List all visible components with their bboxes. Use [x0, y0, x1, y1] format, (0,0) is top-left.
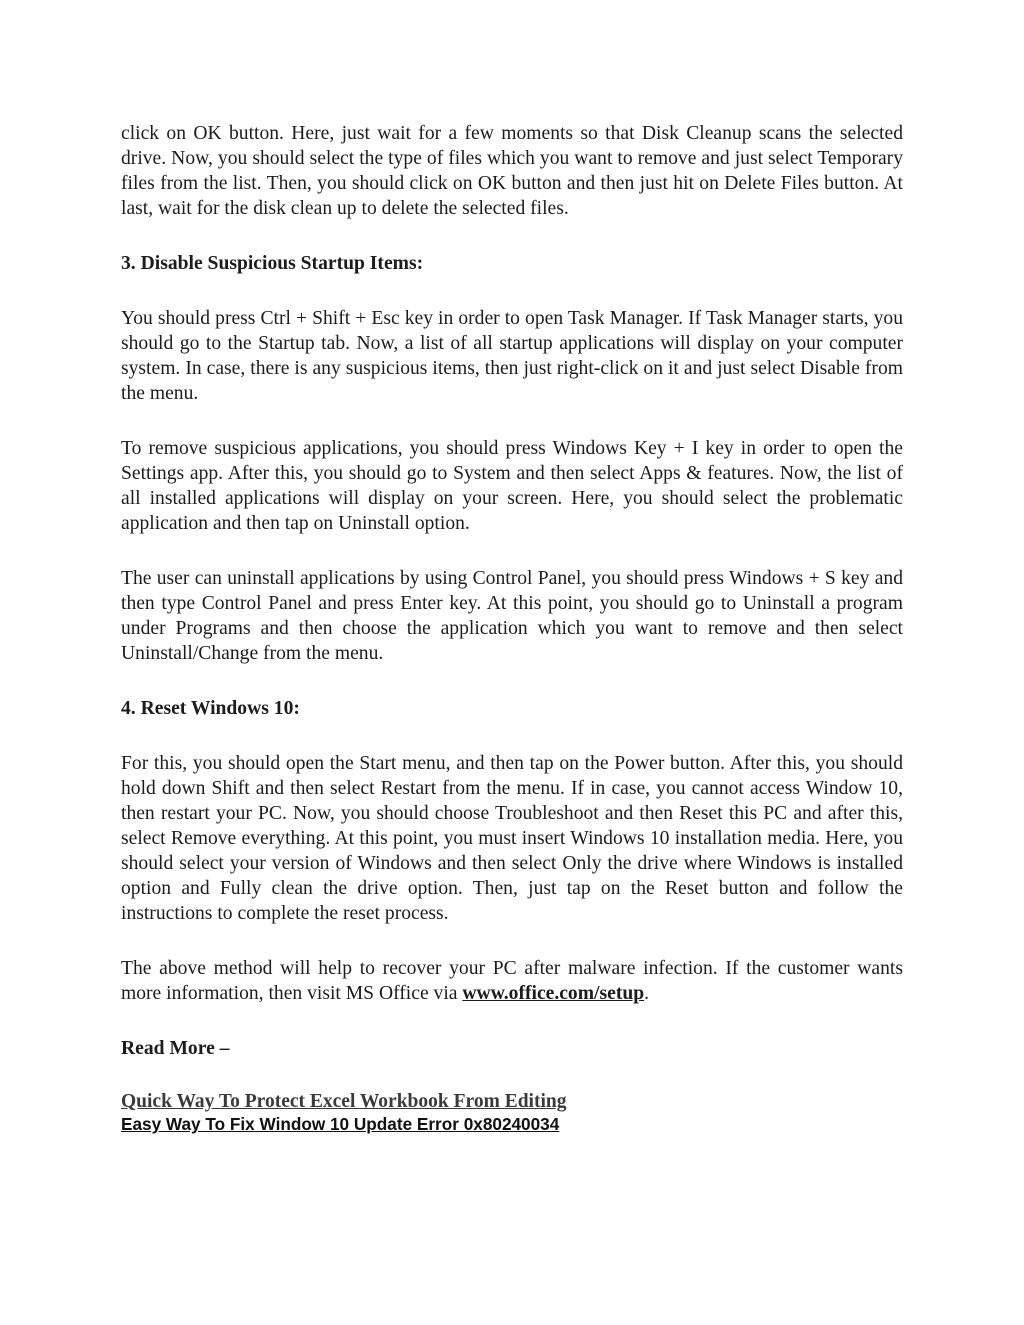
related-link-excel-workbook[interactable]: Quick Way To Protect Excel Workbook From Editing: [121, 1091, 567, 1112]
section-4-paragraph: For this, you should open the Start menu, and then tap on the Power button. After this, you should hold down Shift and then select Restart from the menu. If in case, you cannot access Window 10, then restart your PC. Now, you should choose Troubleshoot and then Reset this PC and after this, select Remove everything. At this point, you must insert Windows 10 installation media. Here, you should select your version of Windows and then select Only the drive where Windows is installed option and Fully clean the drive option. Then, just tap on the Reset button and follow the instructions to complete the reset process.: [121, 753, 903, 924]
section-3-paragraph-2: To remove suspicious applications, you should press Windows Key + I key in order to open the Settings app. After this, you should go to System and then select Apps & features. Now, the list of all installed applications will display on your screen. Here, you should select the problematic application and then tap on Uninstall option.: [121, 438, 903, 534]
office-setup-link[interactable]: www.office.com/setup: [462, 983, 645, 1004]
read-more-label: Read More –: [121, 1038, 230, 1059]
conclusion-text: The above method will help to recover your PC after malware infection. If the customer wants more information, then visit MS Office via: [121, 958, 903, 1004]
section-3-paragraph-3: The user can uninstall applications by using Control Panel, you should press Windows + S key and then type Control Panel and press Enter key. At this point, you should go to Uninstall a program under Programs and then choose the application which you want to remove and then select Uninstall/Change from the menu.: [121, 568, 903, 664]
document-page: [121, 121, 903, 1135]
section-4-heading: 4. Reset Windows 10:: [121, 698, 300, 719]
conclusion-text-end: .: [644, 983, 650, 1004]
conclusion-paragraph: [121, 956, 903, 1006]
intro-paragraph: click on OK button. Here, just wait for a few moments so that Disk Cleanup scans the selected drive. Now, you should select the type of files which you want to remove and just select Temporary files from the list. Then, you should click on OK button and then just hit on Delete Files button. At last, wait for the disk clean up to delete the selected files.: [121, 123, 903, 219]
section-3-heading: 3. Disable Suspicious Startup Items:: [121, 253, 424, 274]
related-link-update-error[interactable]: Easy Way To Fix Window 10 Update Error 0x80240034: [121, 1114, 560, 1134]
related-links: [121, 1091, 903, 1135]
section-3-paragraph-1: You should press Ctrl + Shift + Esc key in order to open Task Manager. If Task Manager starts, you should go to the Startup tab. Now, a list of all startup applications will display on your computer system. In case, there is any suspicious items, then just right-click on it and just select Disable from the menu.: [121, 308, 903, 404]
